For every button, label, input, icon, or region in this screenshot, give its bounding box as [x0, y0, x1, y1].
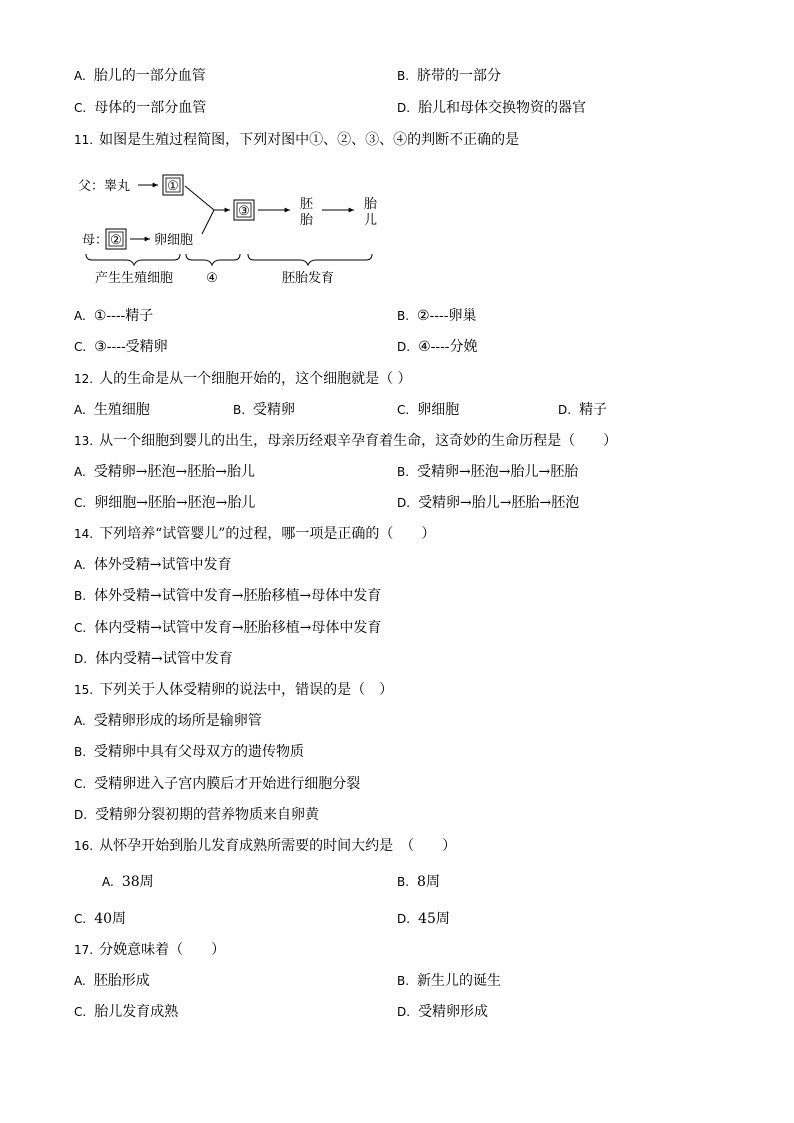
option-text: 受精卵中具有父母双方的遗传物质 [94, 744, 305, 760]
option-key: D. [397, 496, 411, 510]
option-text: 受精卵分裂初期的营养物质来自卵黄 [95, 807, 320, 823]
q12-option-c [397, 401, 459, 419]
option-key: C. [74, 1005, 87, 1019]
brace-1 [86, 254, 180, 265]
option-text: 40周 [94, 911, 127, 927]
option-key: C. [74, 912, 87, 926]
q13-option-c [74, 494, 255, 512]
brace-3 [248, 254, 372, 265]
option-text: 45周 [418, 911, 450, 927]
q17-option-d [397, 1003, 488, 1021]
option-key: B. [397, 465, 410, 479]
q11-stem [74, 131, 519, 149]
father-label: 父：睾丸 [78, 179, 131, 194]
option-text: ②----卵巢 [417, 308, 477, 324]
q14-stem [74, 525, 435, 543]
question-text: 分娩意味着（ ） [99, 942, 226, 958]
q13-option-b [397, 463, 578, 481]
option-key: D. [558, 403, 572, 417]
option-key: C. [74, 777, 87, 791]
option-key: B. [397, 875, 410, 889]
option-text: 体外受精→试管中发育→胚胎移植→母体中发育 [94, 588, 382, 604]
embryo-char-1: 胚 [300, 197, 314, 212]
brace-1-label: 产生生殖细胞 [94, 271, 174, 286]
option-key: C. [397, 403, 410, 417]
q10-option-c [74, 99, 206, 117]
question-number: 14. [74, 527, 94, 541]
option-key: A. [74, 714, 86, 728]
brace-3-label: 胚胎发育 [281, 271, 335, 286]
option-text: 生殖细胞 [93, 402, 150, 418]
question-number: 13. [74, 434, 94, 448]
q15-option-d [74, 806, 319, 824]
option-key: B. [397, 309, 410, 323]
option-key: C. [74, 340, 87, 354]
option-key: C. [74, 621, 87, 635]
embryo-char-2: 胎 [300, 213, 314, 228]
q11-option-c [74, 338, 168, 356]
fetus-char-2: 儿 [364, 213, 378, 228]
question-text: 如图是生殖过程简图，下列对图中①、②、③、④的判断不正确的是 [99, 132, 520, 148]
option-text: 受精卵形成的场所是输卵管 [93, 713, 262, 729]
option-text: 体内受精→试管中发育 [95, 651, 233, 667]
q12-option-d [558, 401, 607, 419]
converge-line-top [185, 186, 214, 210]
q10-option-a [74, 67, 206, 85]
q12-option-a [74, 401, 150, 419]
box-3-label: ③ [238, 204, 250, 219]
option-key: B. [397, 69, 410, 83]
option-text: 受精卵→胎儿→胚胎→胚泡 [418, 495, 580, 511]
q13-option-a [74, 463, 255, 481]
option-key: D. [397, 1005, 411, 1019]
box-1-label: ① [167, 179, 179, 194]
option-key: C. [74, 101, 87, 115]
converge-line-bottom [202, 210, 214, 234]
q15-option-b [74, 743, 304, 761]
option-text: 母体的一部分血管 [94, 100, 207, 116]
q13-stem [74, 432, 617, 450]
option-text: 新生儿的诞生 [417, 973, 502, 989]
option-key: A. [74, 974, 86, 988]
option-key: B. [233, 403, 246, 417]
q16-option-c [74, 910, 126, 928]
q14-option-c [74, 619, 381, 637]
brace-2 [186, 254, 240, 265]
option-text: 卵细胞→胚胎→胚泡→胎儿 [94, 495, 256, 511]
option-key: A. [74, 69, 86, 83]
option-text: 卵细胞 [417, 402, 460, 418]
q17-option-a [74, 972, 150, 990]
option-text: 胎儿的一部分血管 [93, 68, 206, 84]
option-text: 受精卵进入子宫内膜后才开始进行细胞分裂 [94, 776, 361, 792]
reproduction-diagram [74, 166, 394, 292]
option-text: 胚胎形成 [93, 973, 150, 989]
option-key: A. [74, 465, 86, 479]
q17-option-b [397, 972, 501, 990]
box-2-label: ② [110, 233, 122, 248]
option-text: 受精卵形成 [418, 1004, 489, 1020]
q12-stem [74, 370, 412, 388]
q11-option-d [397, 338, 478, 356]
question-text: 从一个细胞到婴儿的出生，母亲历经艰辛孕育着生命，这奇妙的生命历程是（ ） [99, 433, 618, 449]
question-text: 下列关于人体受精卵的说法中，错误的是（ ） [99, 682, 394, 698]
option-key: D. [397, 101, 411, 115]
q17-option-c [74, 1003, 178, 1021]
mother-label: 母： [82, 233, 109, 248]
fetus-char-1: 胎 [364, 197, 378, 212]
option-key: C. [74, 496, 87, 510]
option-text: ③----受精卵 [94, 339, 168, 355]
q14-option-a [74, 556, 232, 574]
option-text: 受精卵→胚泡→胎儿→胚胎 [417, 464, 579, 480]
option-key: D. [74, 808, 88, 822]
q11-option-b [397, 307, 477, 325]
option-key: D. [74, 652, 88, 666]
option-text: 8周 [417, 874, 440, 890]
q16-stem [74, 837, 456, 855]
option-key: B. [74, 745, 87, 759]
brace-2-label: ④ [206, 271, 218, 286]
q17-stem [74, 941, 225, 959]
q15-stem [74, 681, 393, 699]
question-text: 从怀孕开始到胎儿发育成熟所需要的时间大约是 （ ） [99, 838, 457, 854]
option-key: A. [74, 309, 86, 323]
q10-option-b [397, 67, 501, 85]
q11-option-a [74, 307, 153, 325]
option-text: 胎儿和母体交换物资的器官 [418, 100, 587, 116]
option-key: B. [397, 974, 410, 988]
q10-option-d [397, 99, 586, 117]
option-key: A. [102, 875, 114, 889]
option-text: 脐带的一部分 [417, 68, 502, 84]
q14-option-d [74, 650, 233, 668]
option-key: B. [74, 589, 87, 603]
question-number: 12. [74, 372, 94, 386]
question-number: 17. [74, 943, 94, 957]
question-number: 11. [74, 133, 94, 147]
option-text: 精子 [579, 402, 608, 418]
question-text: 人的生命是从一个细胞开始的，这个细胞就是（ ） [99, 371, 412, 387]
option-text: ④----分娩 [418, 339, 478, 355]
option-text: 体外受精→试管中发育 [93, 557, 232, 573]
option-key: D. [397, 340, 411, 354]
q15-option-a [74, 712, 262, 730]
option-text: 受精卵→胚泡→胚胎→胎儿 [93, 464, 256, 480]
question-number: 15. [74, 683, 94, 697]
q16-option-b [397, 873, 440, 891]
egg-label: 卵细胞 [154, 233, 194, 248]
option-key: D. [397, 912, 411, 926]
question-text: 下列培养“试管婴儿”的过程，哪一项是正确的（ ） [99, 526, 436, 542]
option-text: 胎儿发育成熟 [94, 1004, 179, 1020]
option-text: 38周 [121, 874, 154, 890]
option-text: 体内受精→试管中发育→胚胎移植→母体中发育 [94, 620, 382, 636]
option-key: A. [74, 558, 86, 572]
option-key: A. [74, 403, 86, 417]
option-text: 受精卵 [253, 402, 296, 418]
q15-option-c [74, 775, 360, 793]
q13-option-d [397, 494, 579, 512]
option-text: ①----精子 [93, 308, 154, 324]
q16-option-d [397, 910, 450, 928]
q14-option-b [74, 587, 381, 605]
question-number: 16. [74, 839, 94, 853]
q16-option-a [102, 873, 154, 891]
q12-option-b [233, 401, 295, 419]
